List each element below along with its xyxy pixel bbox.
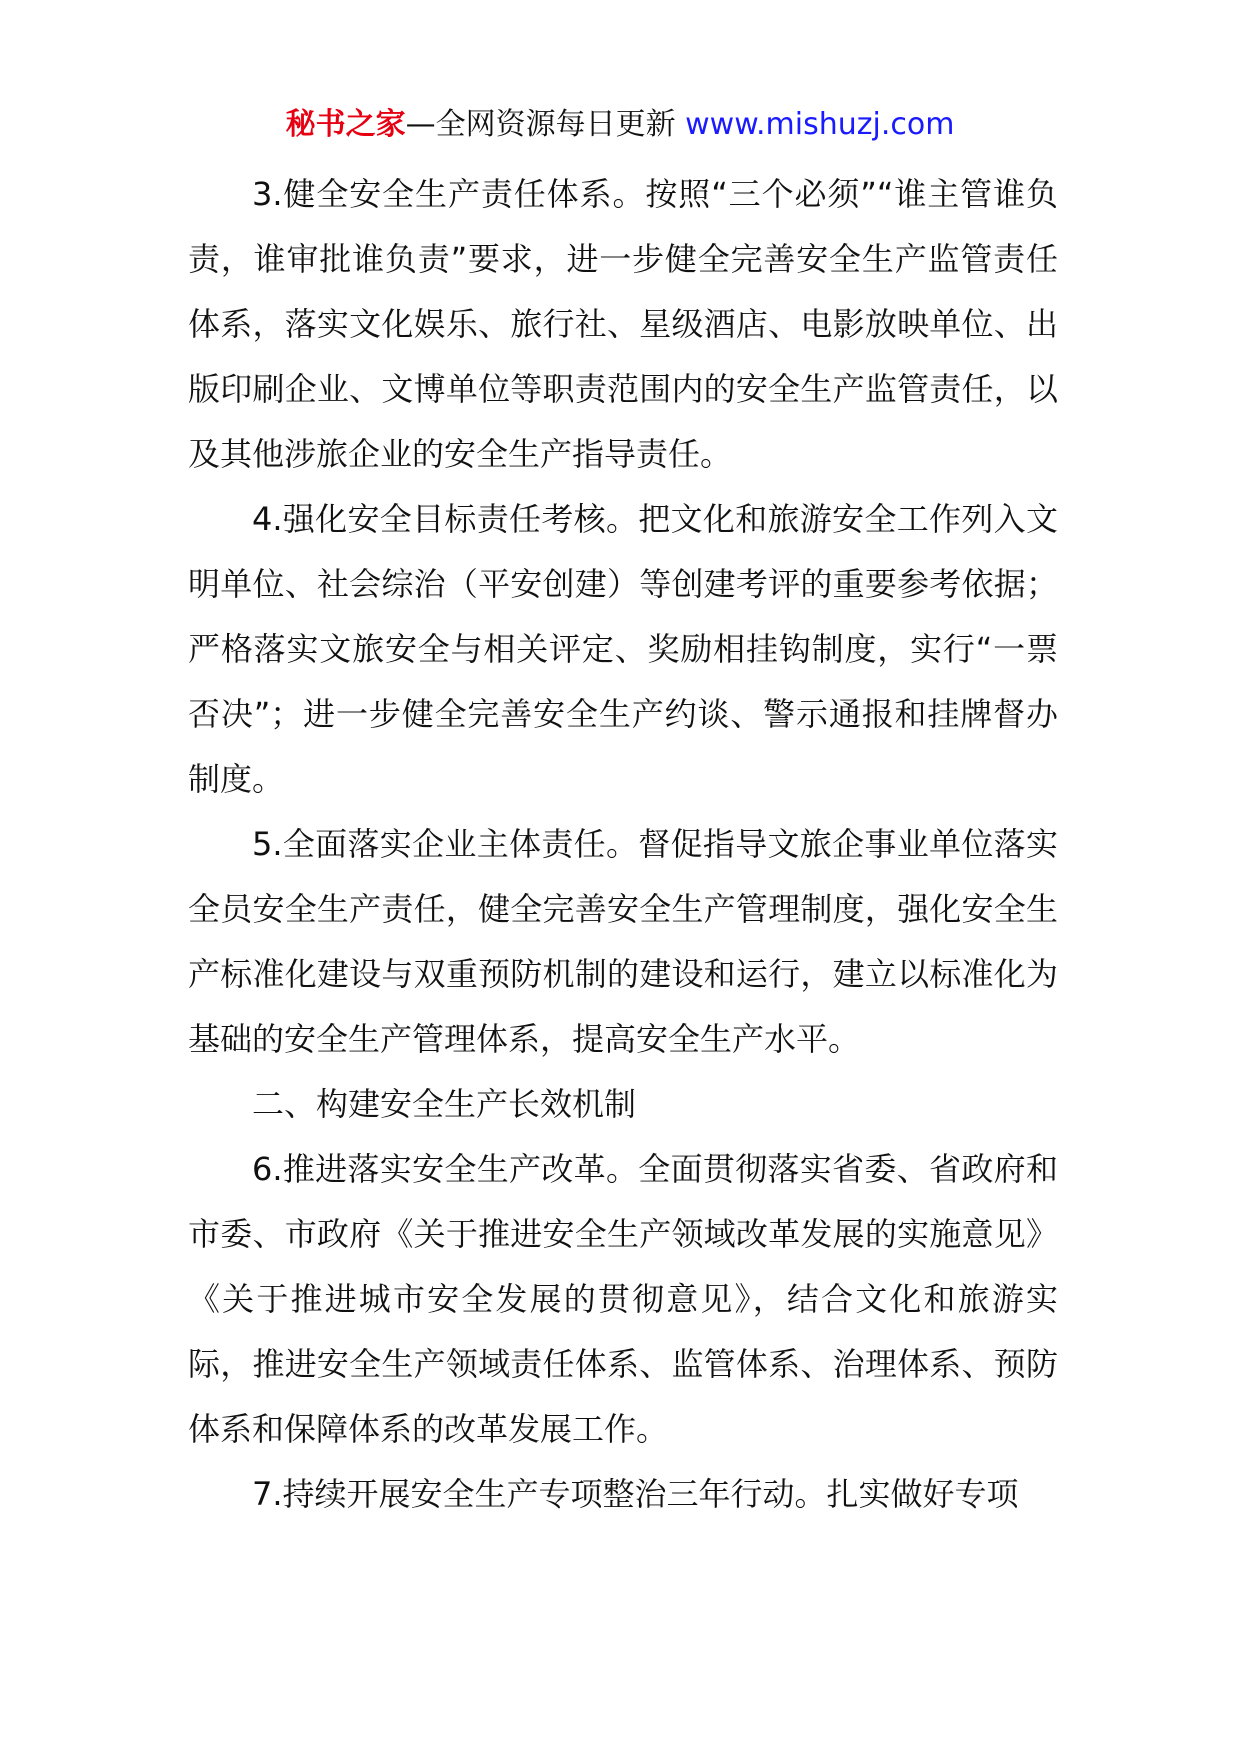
site-header: [0, 100, 1240, 150]
site-brand: 秘书之家: [285, 107, 406, 142]
document-body: [188, 162, 1058, 1527]
section-heading: 二、构建安全生产长效机制: [252, 1085, 637, 1123]
paragraph-item-3: 3.健全安全生产责任体系。按照“三个必须”“谁主管谁负责，谁审批谁负责”要求，进一步健全完善安全生产监管责任体系，落实文化娱乐、旅行社、星级酒店、电影放映单位、出版印刷企业、文博单位等职责范围内的安全生产监管责任，以及其他涉旅企业的安全生产指导责任。: [188, 175, 1058, 473]
paragraph-item-5: 5.全面落实企业主体责任。督促指导文旅企事业单位落实全员安全生产责任，健全完善安全生产管理制度，强化安全生产标准化建设与双重预防机制的建设和运行，建立以标准化为基础的安全生产管理体系，提高安全生产水平。: [188, 825, 1058, 1058]
paragraph-item-6: 6.推进落实安全生产改革。全面贯彻落实省委、省政府和市委、市政府《关于推进安全生产领域改革发展的实施意见》《关于推进城市安全发展的贯彻意见》，结合文化和旅游实际，推进安全生产领域责任体系、监管体系、治理体系、预防体系和保障体系的改革发展工作。: [188, 1150, 1058, 1448]
paragraph-item-7: 7.持续开展安全生产专项整治三年行动。扎实做好专项: [252, 1475, 1019, 1513]
site-url-link[interactable]: www.mishuzj.com: [685, 107, 955, 142]
site-tagline: —全网资源每日更新: [405, 107, 676, 142]
paragraph-item-4: 4.强化安全目标责任考核。把文化和旅游安全工作列入文明单位、社会综治（平安创建）等创建考评的重要参考依据；严格落实文旅安全与相关评定、奖励相挂钩制度，实行“一票否决”；进一步健全完善安全生产约谈、警示通报和挂牌督办制度。: [188, 500, 1058, 798]
